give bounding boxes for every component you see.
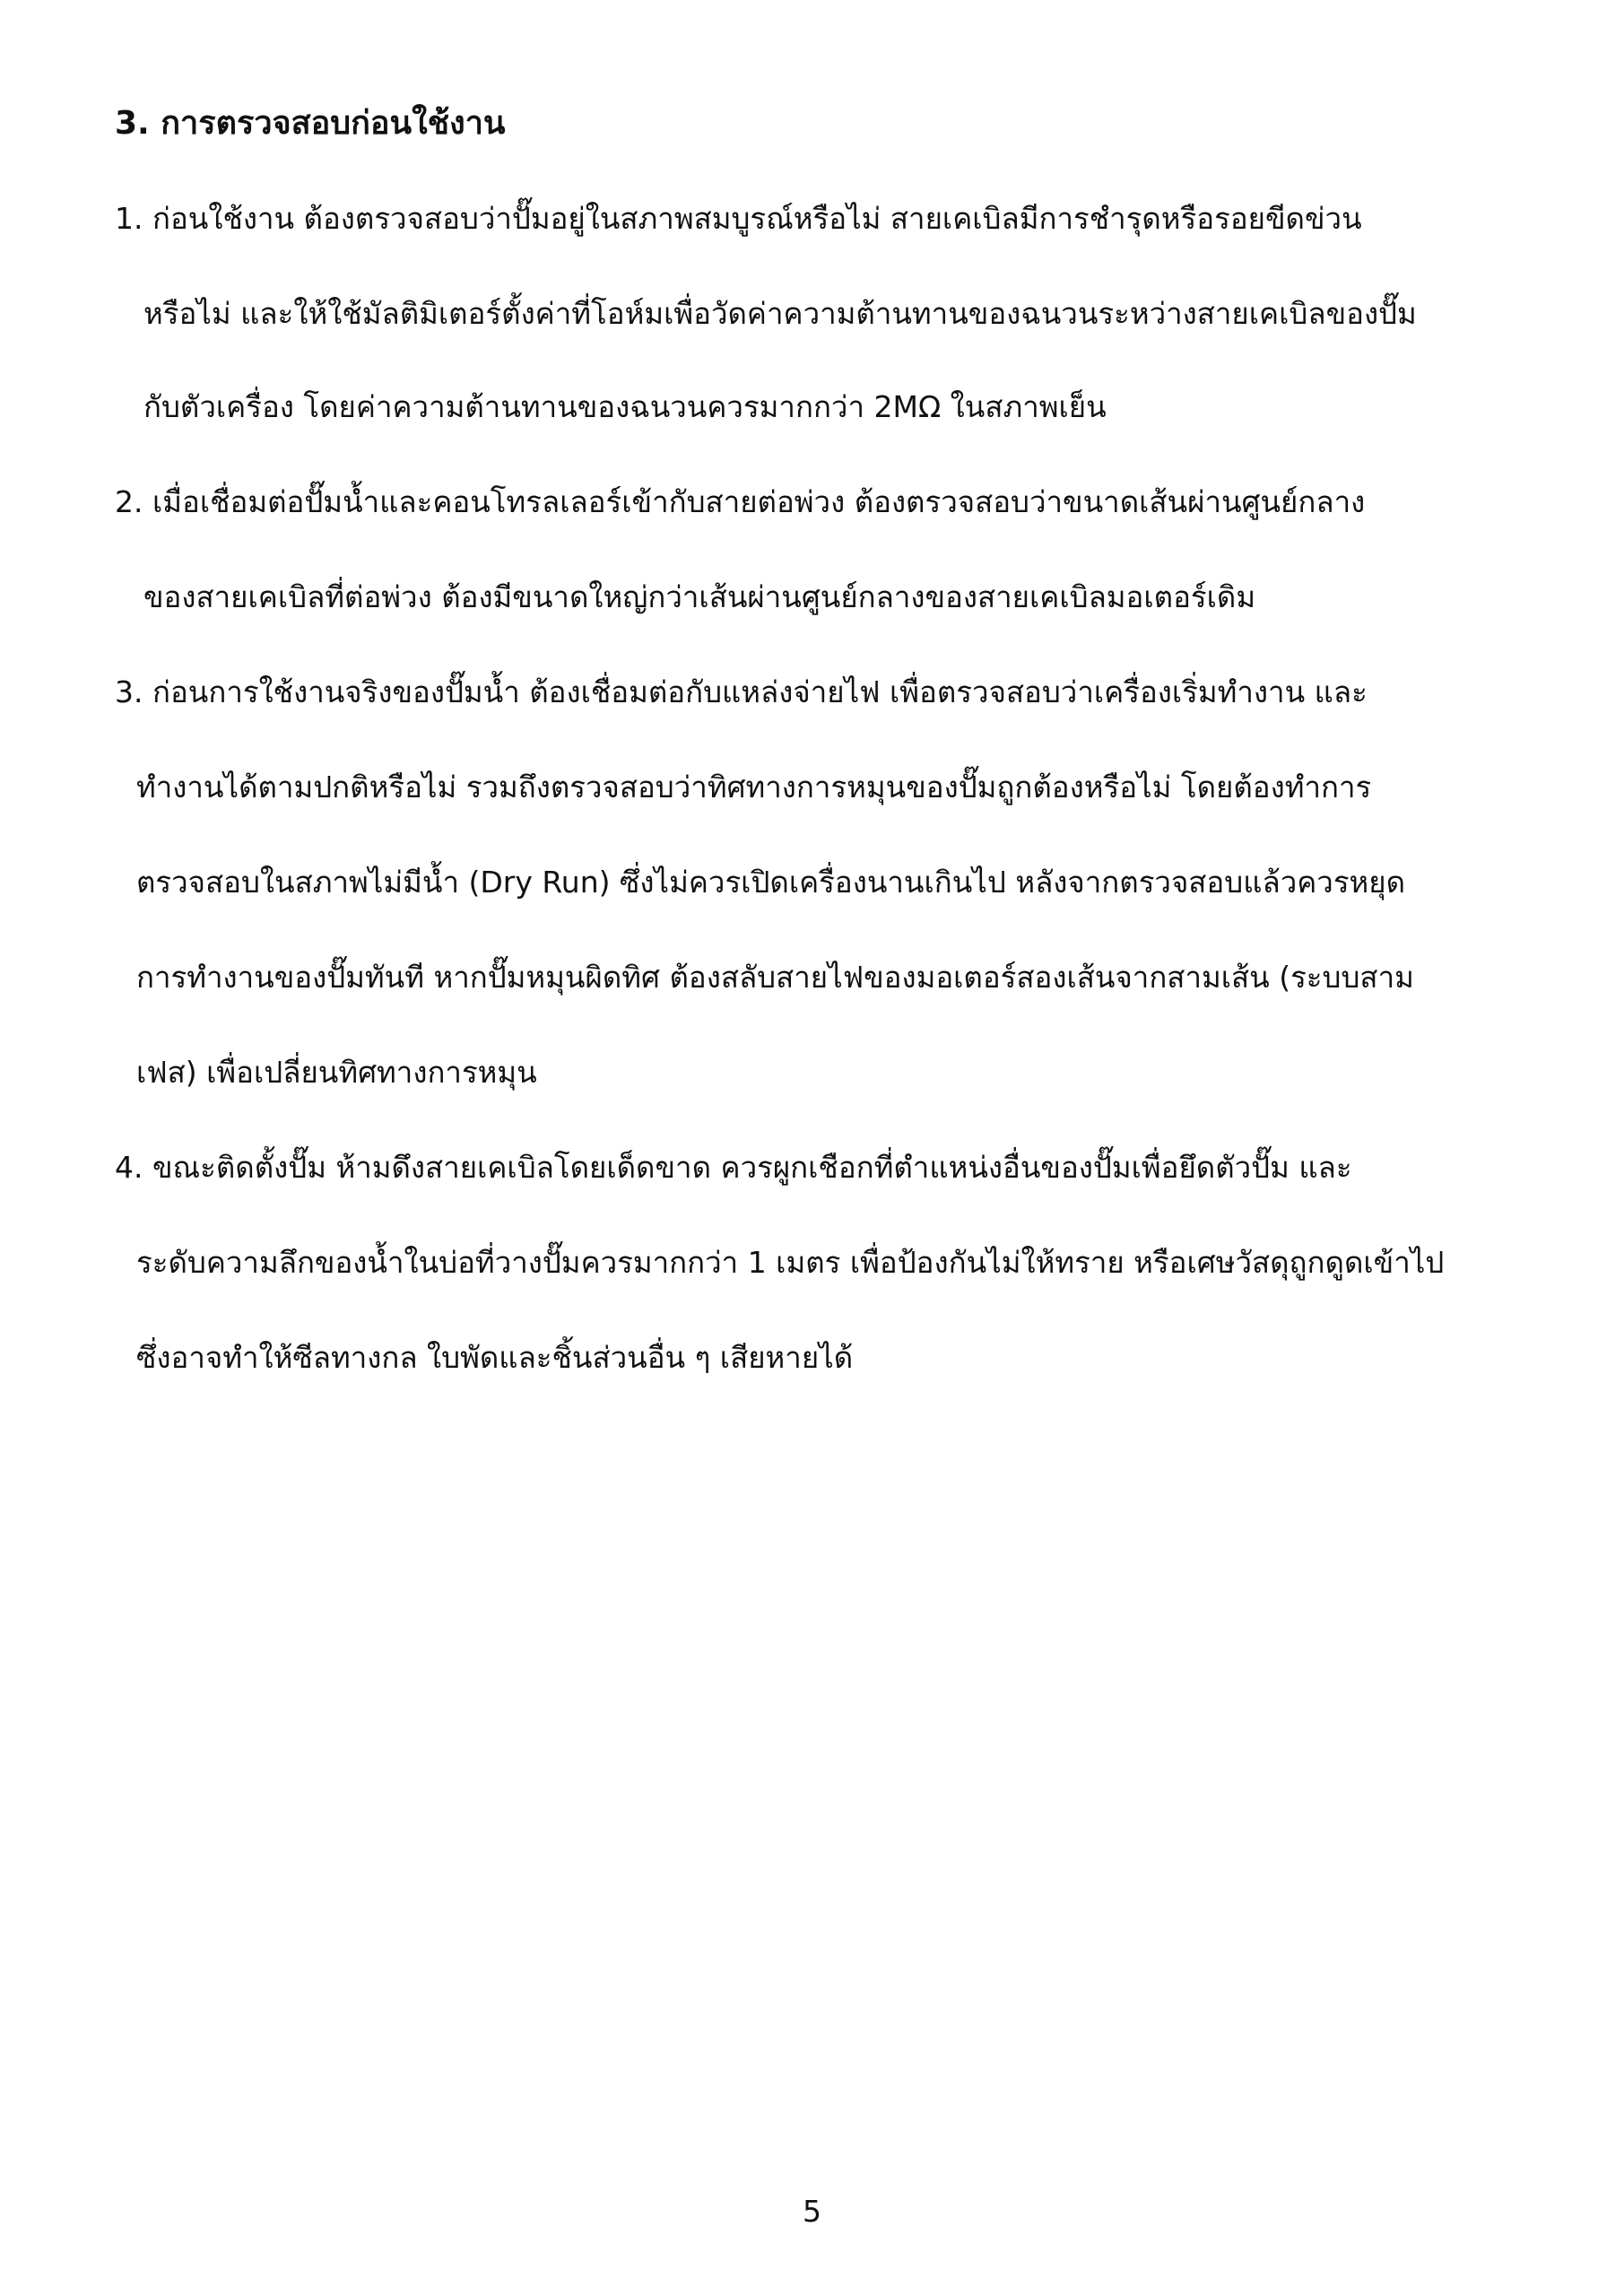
- item-1-line-1: 1. ก่อนใช้งาน ต้องตรวจสอบว่าปั๊มอยู่ในสภาพสมบูรณ์หรือไม่ สายเคเบิลมีการชำรุดหรือรอยขีดข่วน: [115, 201, 1362, 236]
- item-3-line-1: 3. ก่อนการใช้งานจริงของปั๊มน้ำ ต้องเชื่อมต่อกับแหล่งจ่ายไฟ เพื่อตรวจสอบว่าเครื่องเริ่มทำงาน และ: [115, 674, 1368, 709]
- item-3-line-5: เฟส) เพื่อเปลี่ยนทิศทางการหมุน: [136, 1055, 537, 1090]
- item-3-line-2: ทำงานได้ตามปกติหรือไม่ รวมถึงตรวจสอบว่าทิศทางการหมุนของปั๊มถูกต้องหรือไม่ โดยต้องทำการ: [136, 770, 1372, 804]
- item-2-line-1: 2. เมื่อเชื่อมต่อปั๊มน้ำและคอนโทรลเลอร์เข้ากับสายต่อพ่วง ต้องตรวจสอบว่าขนาดเส้นผ่านศูนย์กลาง: [115, 484, 1366, 519]
- item-1-line-3: กับตัวเครื่อง โดยค่าความต้านทานของฉนวนควรมากกว่า 2MΩ ในสภาพเย็น: [143, 389, 1107, 424]
- item-3-line-4: การทำงานของปั๊มทันที หากปั๊มหมุนผิดทิศ ต้องสลับสายไฟของมอเตอร์สองเส้นจากสามเส้น (ระบบสาม: [136, 960, 1414, 995]
- item-1-line-2: หรือไม่ และให้ใช้มัลติมิเตอร์ตั้งค่าที่โอห์มเพื่อวัดค่าความต้านทานของฉนวนระหว่างสายเคเบิลของปั๊ม: [143, 296, 1417, 331]
- page-number: 5: [803, 2194, 821, 2229]
- item-2-line-2: ของสายเคเบิลที่ต่อพ่วง ต้องมีขนาดใหญ่กว่าเส้นผ่านศูนย์กลางของสายเคเบิลมอเตอร์เดิม: [143, 579, 1256, 614]
- section-heading: 3. การตรวจสอบก่อนใช้งาน: [115, 105, 506, 142]
- item-4-line-1: 4. ขณะติดตั้งปั๊ม ห้ามดึงสายเคเบิลโดยเด็ดขาด ควรผูกเชือกที่ตำแหน่งอื่นของปั๊มเพื่อยึดตัวปั๊ม และ: [115, 1150, 1352, 1185]
- item-4-line-3: ซึ่งอาจทำให้ซีลทางกล ใบพัดและชิ้นส่วนอื่น ๆ เสียหายได้: [136, 1340, 854, 1375]
- item-3-line-3: ตรวจสอบในสภาพไม่มีน้ำ (Dry Run) ซึ่งไม่ควรเปิดเครื่องนานเกินไป หลังจากตรวจสอบแล้วควรหยุด: [136, 865, 1406, 900]
- item-4-line-2: ระดับความลึกของน้ำในบ่อที่วางปั๊มควรมากกว่า 1 เมตร เพื่อป้องกันไม่ให้ทราย หรือเศษวัสดุถูกดูดเข้าไป: [136, 1245, 1445, 1280]
